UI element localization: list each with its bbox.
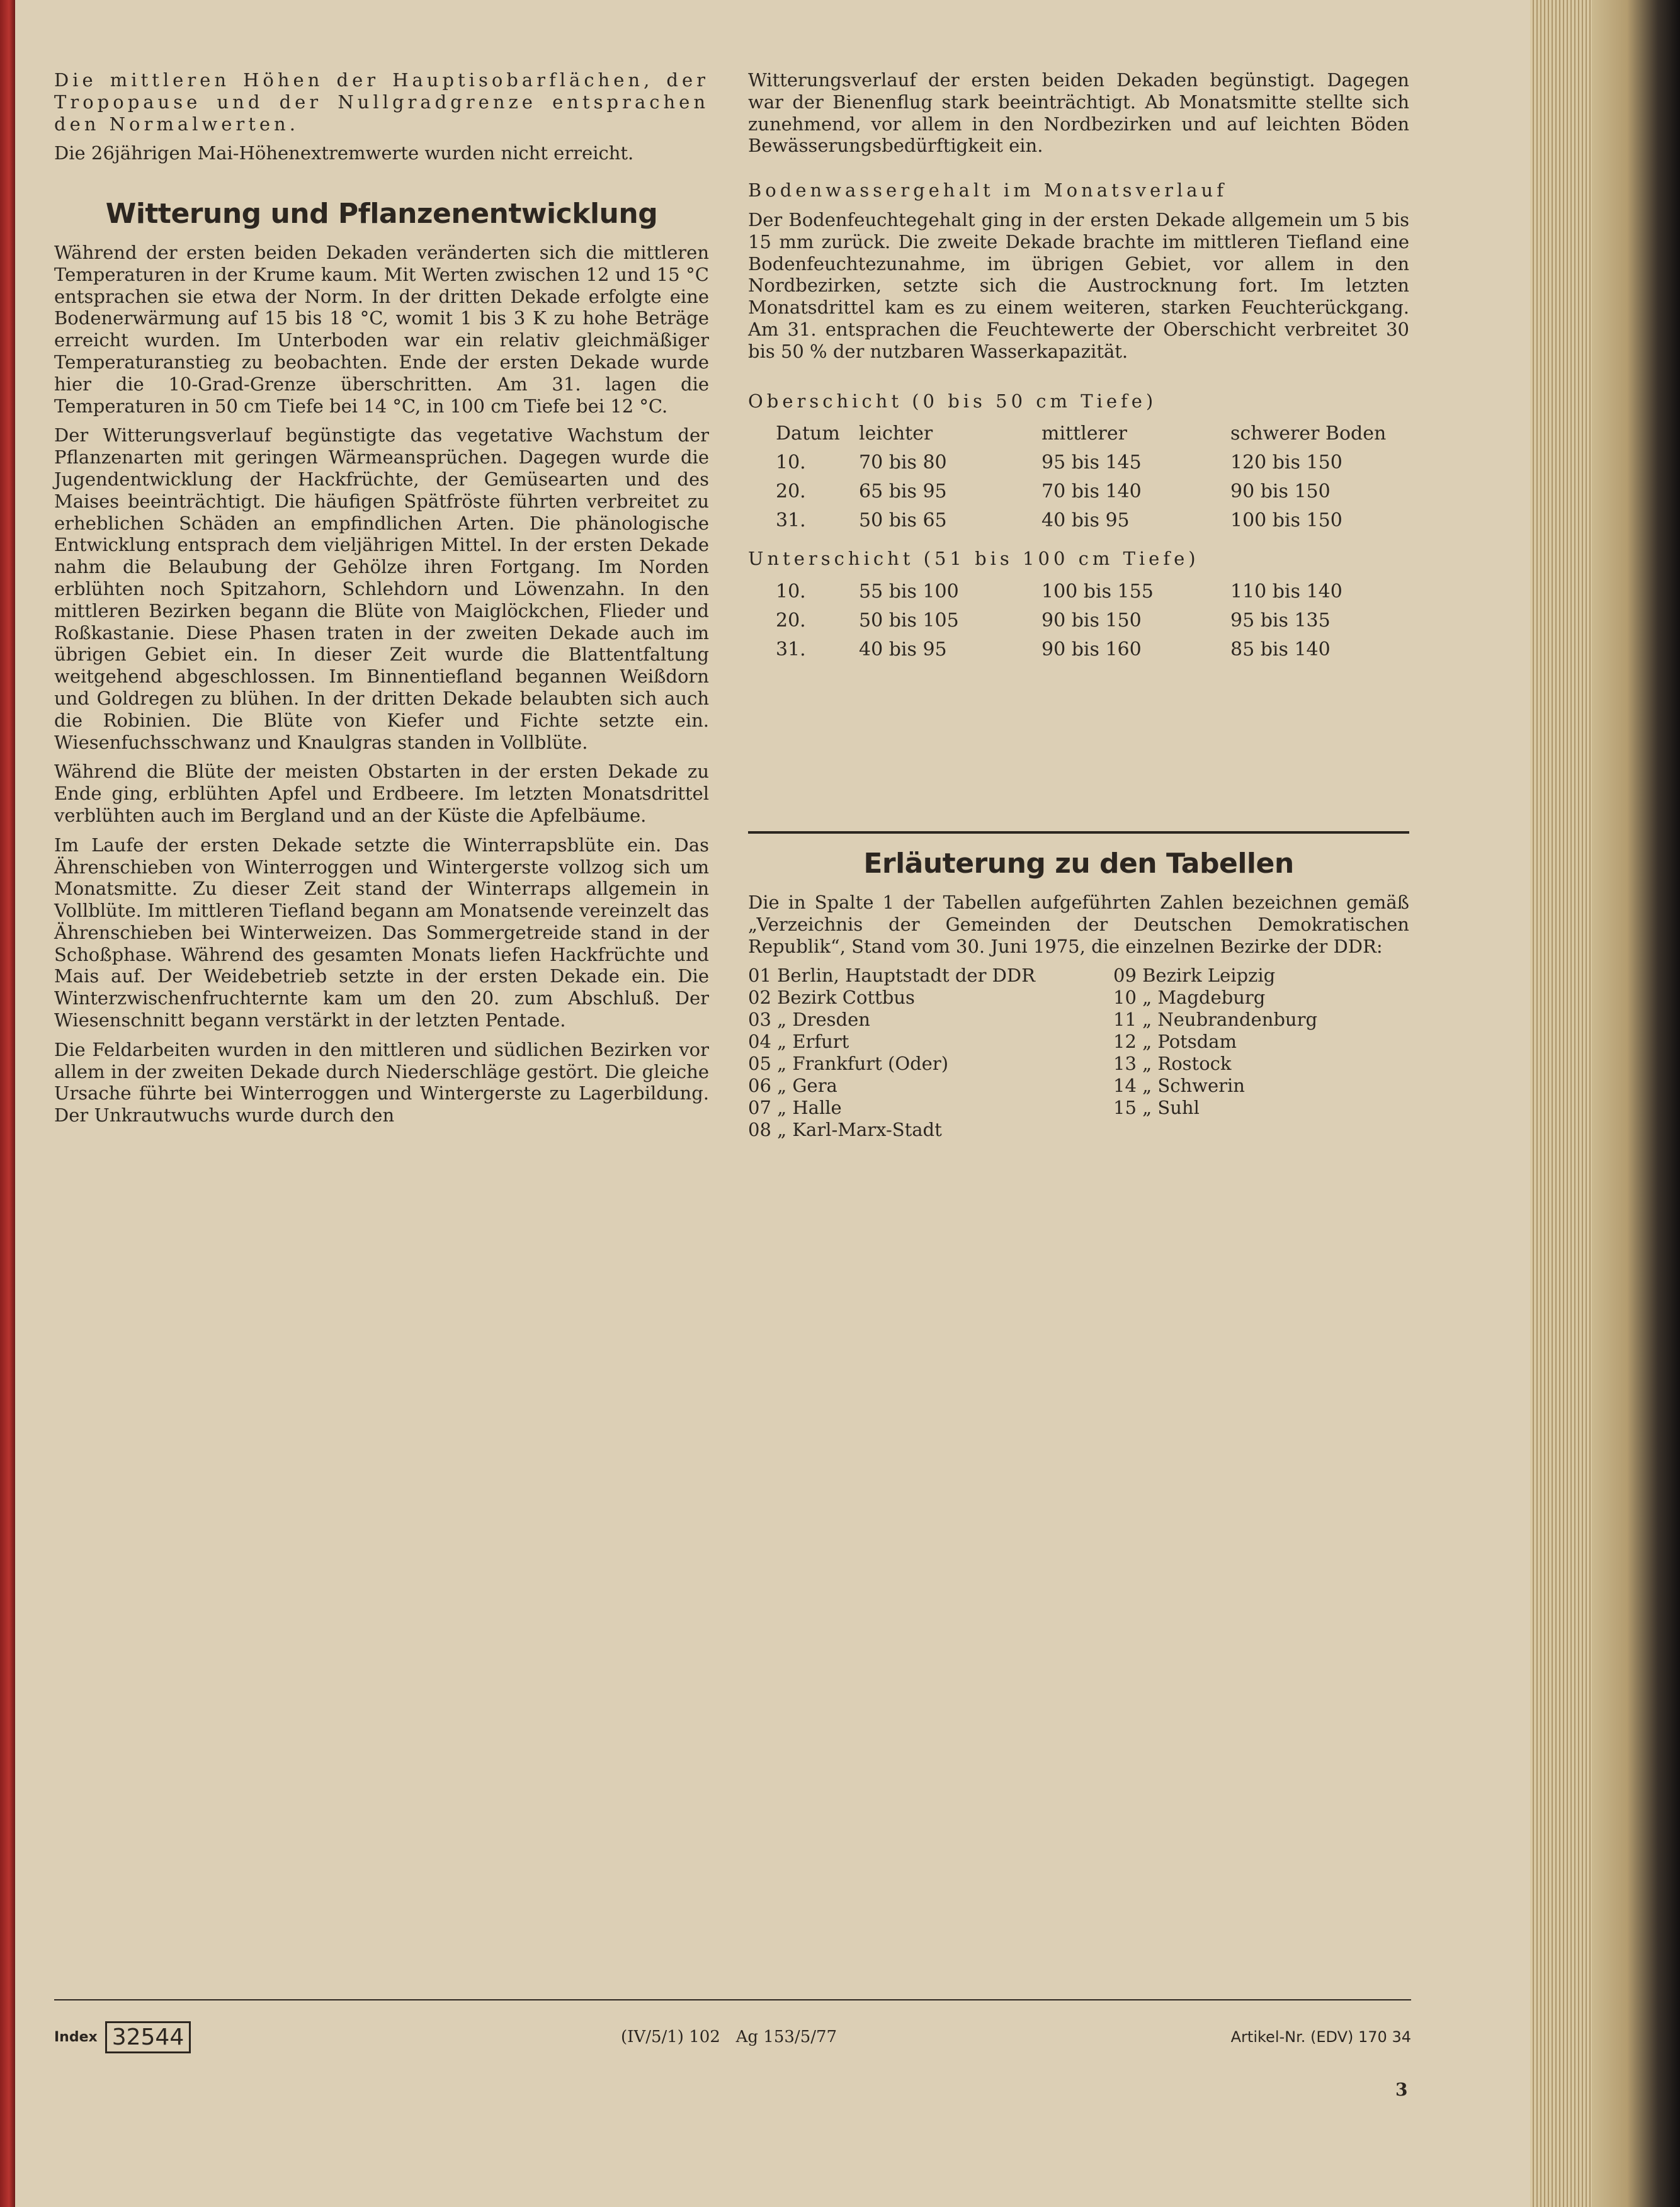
index-number: 32544 <box>105 2021 191 2053</box>
table-cell: 40 bis 95 <box>1041 509 1130 531</box>
right-column <box>748 69 1409 1141</box>
table-cell: 90 bis 160 <box>1041 638 1142 661</box>
table-cell: 31. <box>776 638 806 661</box>
binding-edge <box>1592 0 1680 2207</box>
section-divider <box>748 831 1409 834</box>
table-cell: 70 bis 80 <box>859 451 947 474</box>
footer <box>54 2021 1411 2053</box>
table-cell: 40 bis 95 <box>859 638 947 661</box>
table-cell: 110 bis 140 <box>1230 580 1342 603</box>
table-cell: 20. <box>776 480 806 502</box>
table-cell: 70 bis 140 <box>1041 480 1142 502</box>
table-cell: 90 bis 150 <box>1230 480 1331 502</box>
header-cell: leichter <box>859 422 933 445</box>
table-cell: 95 bis 135 <box>1230 609 1331 632</box>
list-item: 09 Bezirk Leipzig <box>1113 965 1276 987</box>
table-title-oberschicht: Oberschicht (0 bis 50 cm Tiefe) <box>748 390 1157 412</box>
table-cell: 90 bis 150 <box>1041 609 1142 632</box>
left-column <box>54 69 709 1134</box>
table-cell: 55 bis 100 <box>859 580 959 603</box>
list-item: 12 „ Potsdam <box>1113 1031 1237 1053</box>
list-item: 05 „ Frankfurt (Oder) <box>748 1053 949 1075</box>
list-item: 08 „ Karl-Marx-Stadt <box>748 1119 942 1141</box>
table-cell: 100 bis 155 <box>1041 580 1154 603</box>
table-row <box>776 477 1386 506</box>
list-item: 01 Berlin, Hauptstadt der DDR <box>748 965 1035 987</box>
table-cell: 31. <box>776 509 806 531</box>
header-cell: mittlerer <box>1041 422 1127 445</box>
table-cell: 10. <box>776 451 806 474</box>
footer-code: (IV/5/1) 102 Ag 153/5/77 <box>621 2028 837 2046</box>
article-number: Artikel-Nr. (EDV) 170 34 <box>1230 2028 1411 2046</box>
table-cell: 10. <box>776 580 806 603</box>
table-cell: 50 bis 65 <box>859 509 947 531</box>
list-item: 03 „ Dresden <box>748 1009 870 1031</box>
table-cell: 50 bis 105 <box>859 609 959 632</box>
list-item: 02 Bezirk Cottbus <box>748 987 915 1009</box>
district-list-right <box>1113 965 1317 1141</box>
table-row <box>776 448 1386 477</box>
intro-paragraph: Die mittleren Höhen der Hauptisobarflächen, der Tropopause und der Nullgradgrenze entsprachen den Normalwerten. <box>54 69 709 135</box>
list-item: 06 „ Gera <box>748 1075 837 1097</box>
table-cell: 100 bis 150 <box>1230 509 1342 531</box>
paragraph: Die Feldarbeiten wurden in den mittleren und südlichen Bezirken vor allem in der zweiten Dekade durch Niederschläge gestört. Die gleiche Ursache führte bei Winterroggen und Wintergerste zu Lagerbildung. Der Unkrautwuchs wurde durch den <box>54 1038 709 1126</box>
table-row <box>776 606 1382 635</box>
paragraph: Während der ersten beiden Dekaden veränderten sich die mittleren Temperaturen in der Krume kaum. Mit Werten zwischen 12 und 15 °C entsprachen sie etwa der Norm. In der dritten Dekade erfolgte eine Bodenerwärmung auf 15 bis 18 °C, womit 1 bis 3 K zu hohe Beträge erreicht wurden. Im Unterboden war ein relativ gleichmäßiger Temperaturanstieg zu beobachten. Ende der ersten Dekade wurde hier die 10-Grad-Grenze überschritten. Am 31. lagen die Temperaturen in 50 cm Tiefe bei 14 °C, in 100 cm Tiefe bei 12 °C. <box>54 241 709 417</box>
district-list <box>748 965 1409 1141</box>
footer-divider <box>54 1999 1411 2000</box>
paragraph: Der Witterungsverlauf begünstigte das vegetative Wachstum der Pflanzenarten mit geringen Wärmeansprüchen. Dagegen wurde die Jugendentwicklung der Hackfrüchte, der Gemüsearten und des Maises beeinträchtigt. Die häufigen Spätfröste führten verbreitet zu erheblichen Schäden an empfindlichen Arten. Die phänologische Entwicklung entsprach dem vieljährigen Mittel. In der ersten Dekade nahm die Belaubung der Gehölze ihren Fortgang. Im Norden erblühten noch Spitzahorn, Schlehdorn und Löwenzahn. In den mittleren Bezirken begann die Blüte von Maiglöckchen, Flieder und Roßkastanie. Diese Phasen traten in der zweiten Dekade auch im übrigen Gebiet ein. In dieser Zeit wurde die Blattentfaltung weitgehend abgeschlossen. Im Binnentiefland begannen Weißdorn und Goldregen zu blühen. In der dritten Dekade belaubten sich auch die Robinien. Die Blüte von Kiefer und Fichte setzte ein. Wiesenfuchsschwanz und Knaulgras standen in Vollblüte. <box>54 424 709 753</box>
list-item: 04 „ Erfurt <box>748 1031 849 1053</box>
paragraph: Während die Blüte der meisten Obstarten in der ersten Dekade zu Ende ging, erblühten Apfel und Erdbeere. Im letzten Monatsdrittel verblühten auch im Bergland und an der Küste die Apfelbäume. <box>54 761 709 826</box>
page-edges <box>1530 0 1593 2207</box>
table-header-row <box>776 419 1386 448</box>
paragraph: Im Laufe der ersten Dekade setzte die Winterrapsblüte ein. Das Ährenschieben von Winterroggen und Wintergerste vollzog sich um Monatsmitte. Zu dieser Zeit stand der Winterraps allgemein in Vollblüte. Im mittleren Tiefland begann am Monatsende vereinzelt das Ährenschieben bei Winterweizen. Das Sommergetreide stand in der Schoßphase. Während des gesamten Monats liefen Hackfrüchte und Mais auf. Der Weidebetrieb setzte in der ersten Dekade ein. Die Winterzwischenfruchternte kam um den 20. zum Abschluß. Der Wiesenschnitt begann verstärkt in der letzten Pentade. <box>54 834 709 1031</box>
paragraph: Der Bodenfeuchtegehalt ging in der ersten Dekade allgemein um 5 bis 15 mm zurück. Die zweite Dekade brachte im mittleren Tiefland eine Bodenfeuchtezunahme, im übrigen Gebiet, vor allem in den Nordbezirken, setzte sich die Austrocknung fort. Im letzten Monatsdrittel kam es zu einem weiteren, starken Feuchterückgang. Am 31. entsprachen die Feuchtewerte der Oberschicht verbreitet 30 bis 50 % der nutzbaren Wasserkapazität. <box>748 208 1409 362</box>
page-number: 3 <box>1395 2079 1408 2100</box>
intro-paragraph-2: Die 26jährigen Mai-Höhenextremwerte wurden nicht erreicht. <box>54 142 634 164</box>
list-item: 10 „ Magdeburg <box>1113 987 1266 1009</box>
header-cell: Datum <box>776 422 840 445</box>
index-label: Index <box>54 2029 98 2045</box>
header-cell: schwerer Boden <box>1230 422 1387 445</box>
soil-water-table <box>776 419 1386 535</box>
section-heading: Witterung und Pflanzenentwicklung <box>105 198 658 230</box>
table-cell: 85 bis 140 <box>1230 638 1331 661</box>
table-title-unterschicht: Unterschicht (51 bis 100 cm Tiefe) <box>748 548 1200 570</box>
list-item: 11 „ Neubrandenburg <box>1113 1009 1318 1031</box>
table-row <box>776 577 1382 606</box>
section-heading-2: Erläuterung zu den Tabellen <box>863 848 1294 880</box>
paragraph: Die in Spalte 1 der Tabellen aufgeführten Zahlen bezeichnen gemäß „Verzeichnis der Gemeinden der Deutschen Demokratischen Republik“, Stand vom 30. Juni 1975, die einzelnen Bezirke der DDR: <box>748 891 1409 957</box>
book-spine <box>0 0 15 2207</box>
district-list-left <box>748 965 1113 1141</box>
list-item: 13 „ Rostock <box>1113 1053 1232 1075</box>
table-row <box>776 506 1386 535</box>
soil-water-table-lower <box>776 577 1382 664</box>
subheading: Bodenwassergehalt im Monatsverlauf <box>748 179 1227 201</box>
paragraph-continued: Witterungsverlauf der ersten beiden Dekaden begünstigt. Dagegen war der Bienenflug stark beeinträchtigt. Ab Monatsmitte stellte sich zunehmend, vor allem in den Nordbezirken und auf leichten Böden Bewässerungsbedürftigkeit ein. <box>748 69 1409 157</box>
table-row <box>776 635 1382 664</box>
spacer <box>748 664 1409 853</box>
list-item: 14 „ Schwerin <box>1113 1075 1245 1097</box>
table-cell: 65 bis 95 <box>859 480 947 502</box>
list-item: 07 „ Halle <box>748 1097 842 1119</box>
table-cell: 95 bis 145 <box>1041 451 1142 474</box>
list-item: 15 „ Suhl <box>1113 1097 1200 1119</box>
table-cell: 20. <box>776 609 806 632</box>
table-cell: 120 bis 150 <box>1230 451 1342 474</box>
